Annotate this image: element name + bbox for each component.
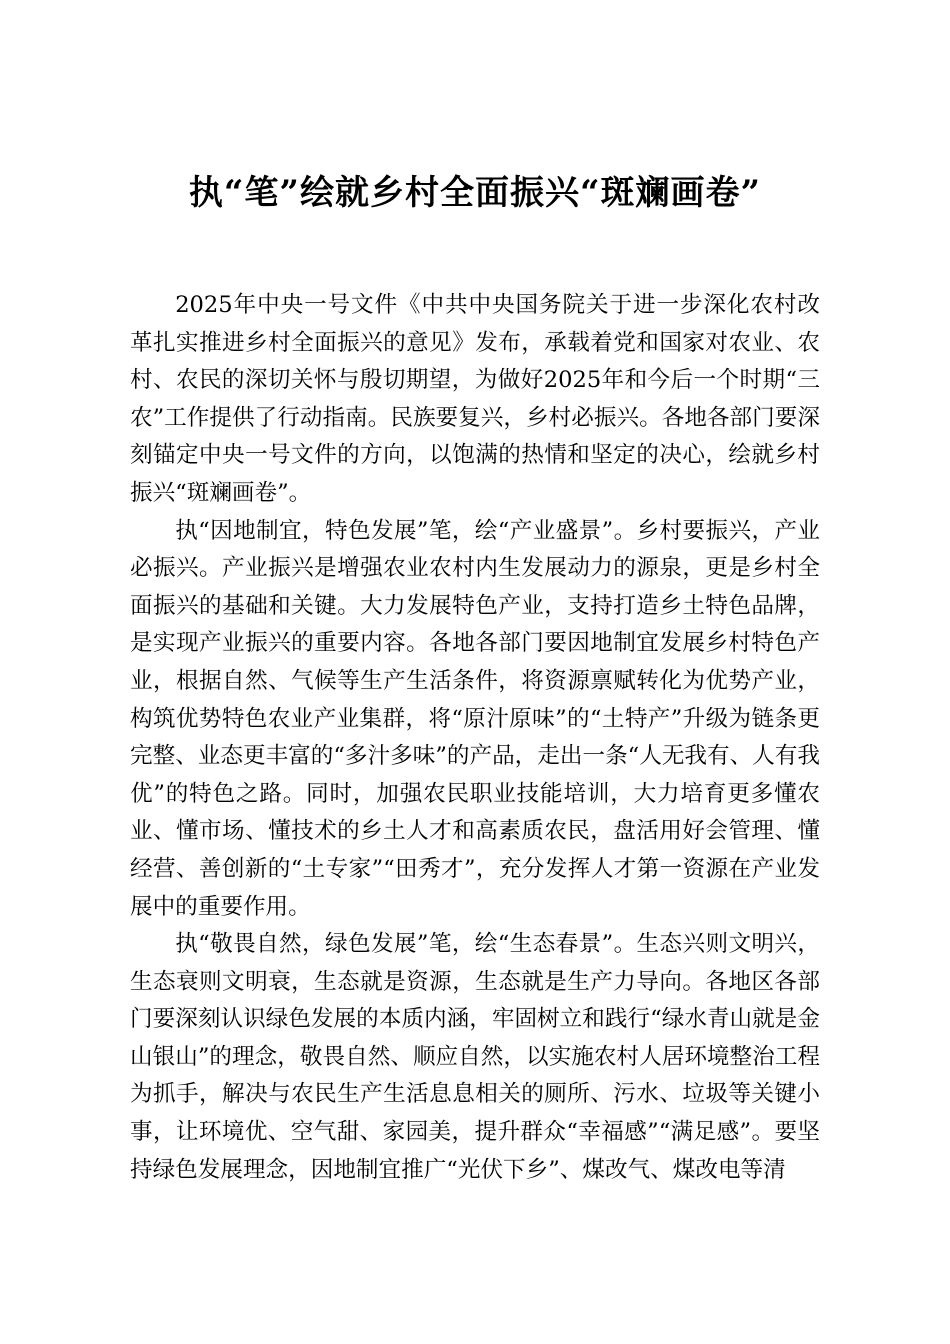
- paragraph-ecology: 执“敬畏自然，绿色发展”笔，绘“生态春景”。生态兴则文明兴，生态衰则文明衰，生态就是资源，生态就是生产力导向。各地区各部门要深刻认识绿色发展的本质内涵，牢固树立和践行“绿水青山就是金山银山”的理念，敬畏自然、顺应自然，以实施农村人居环境整治工程为抓手，解决与农民生产生活息息相关的厕所、污水、垃圾等关键小事，让环境优、空气甜、家园美，提升群众“幸福感”“满足感”。要坚持绿色发展理念，因地制宜推广“光伏下乡”、煤改气、煤改电等清: [130, 931, 820, 1183]
- paragraph-industry: 执“因地制宜，特色发展”笔，绘“产业盛景”。乡村要振兴，产业必振兴。产业振兴是增强农业农村内生发展动力的源泉，更是乡村全面振兴的基础和关键。大力发展特色产业，支持打造乡土特色品牌，是实现产业振兴的重要内容。各地各部门要因地制宜发展乡村特色产业，根据自然、气候等生产生活条件，将资源禀赋转化为优势产业，构筑优势特色农业产业集群，将“原汁原味”的“土特产”升级为链条更完整、业态更丰富的“多汁多味”的产品，走出一条“人无我有、人有我优”的特色之路。同时，加强农民职业技能培训，大力培育更多懂农业、懂市场、懂技术的乡土人才和高素质农民，盘活用好会管理、懂经营、善创新的“土专家”“田秀才”，充分发挥人才第一资源在产业发展中的重要作用。: [130, 517, 820, 920]
- paragraph-intro: 2025年中央一号文件《中共中央国务院关于进一步深化农村改革扎实推进乡村全面振兴的意见》发布，承载着党和国家对农业、农村、农民的深切关怀与殷切期望，为做好2025年和今后一个时期“三农”工作提供了行动指南。民族要复兴，乡村必振兴。各地各部门要深刻锚定中央一号文件的方向，以饱满的热情和坚定的决心，绘就乡村振兴“斑斓画卷”。: [130, 292, 820, 506]
- document-body: [130, 287, 820, 1189]
- document-title: 执“笔”绘就乡村全面振兴“斑斓画卷”: [188, 173, 762, 213]
